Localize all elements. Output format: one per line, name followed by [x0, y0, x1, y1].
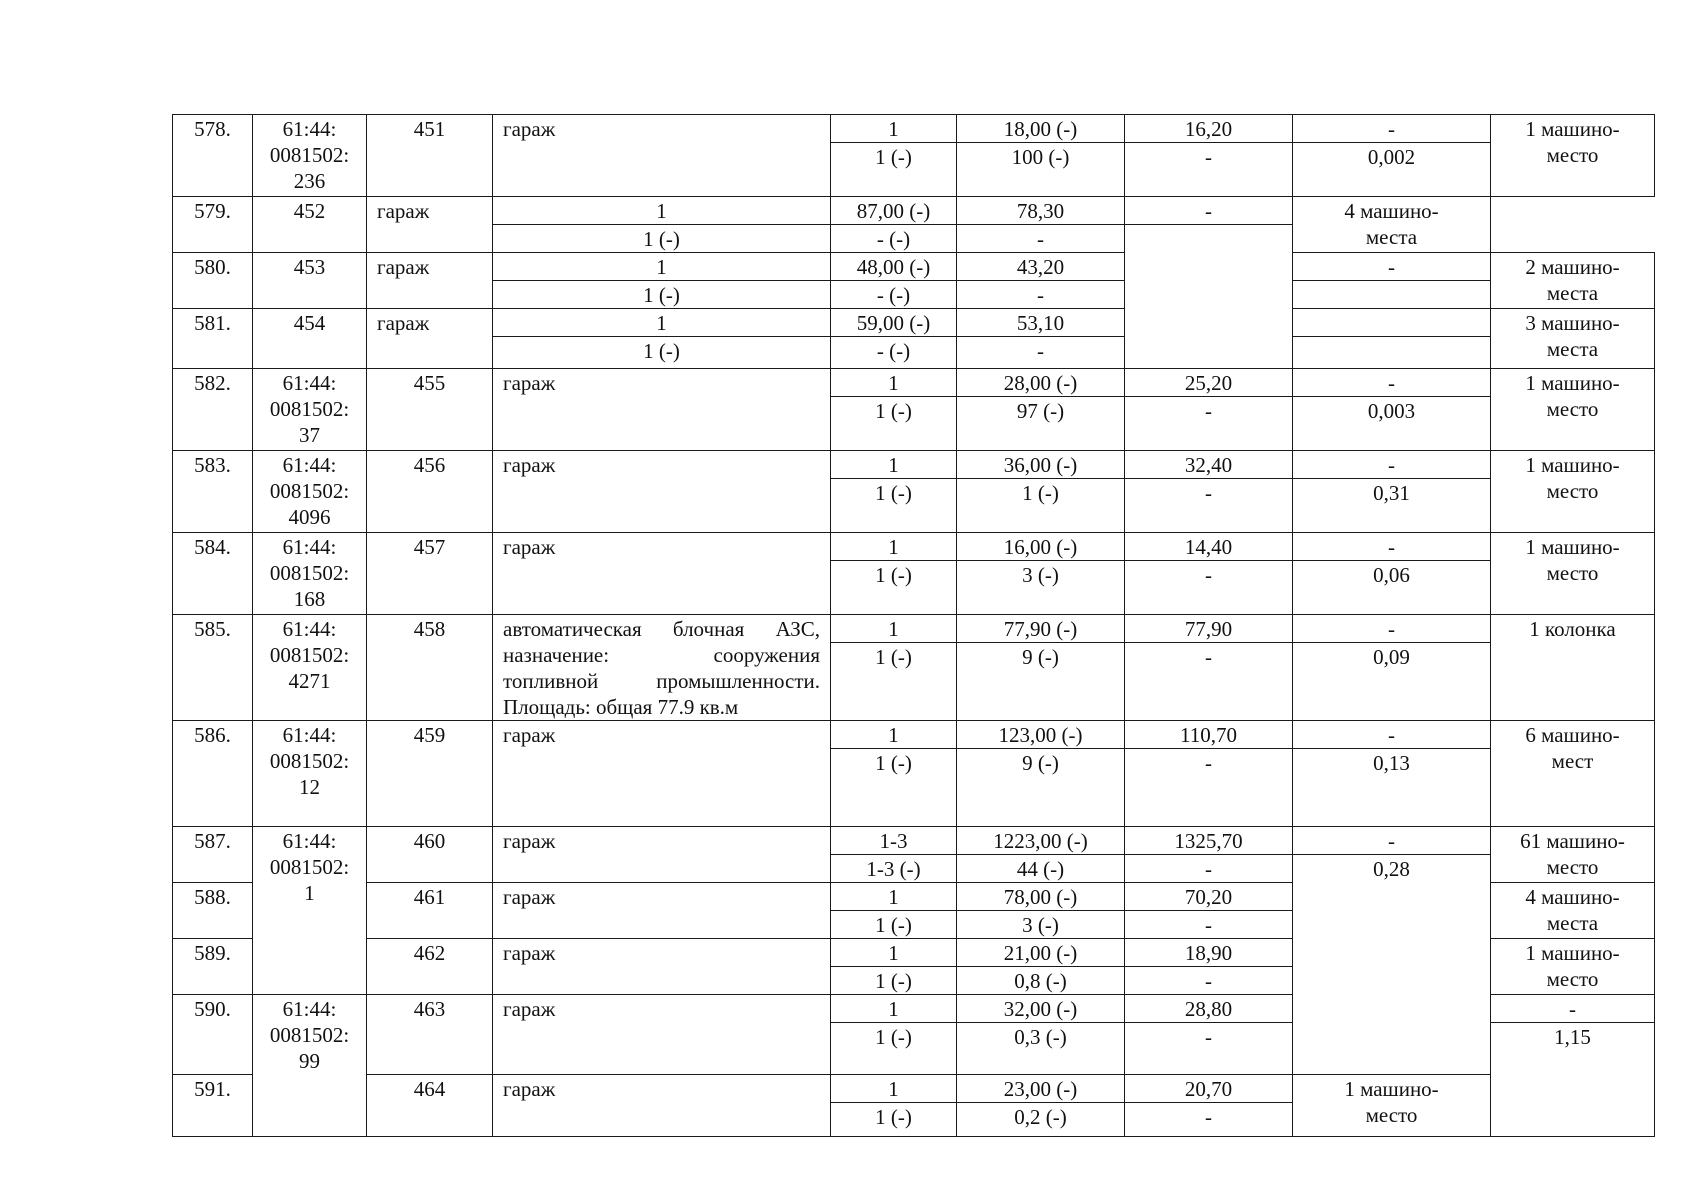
share-value: -	[1491, 995, 1655, 1023]
capacity-note: 1 машино- место	[1491, 451, 1655, 533]
row-number: 589.	[173, 939, 253, 995]
cadastral-number: 61:44: 0081502: 4271	[253, 615, 367, 721]
area-value: 9 (-)	[957, 749, 1125, 827]
area-value: 18,00 (-)	[957, 115, 1125, 143]
row-number: 582.	[173, 369, 253, 451]
secondary-value: -	[1125, 561, 1293, 615]
area-value: 59,00 (-)	[831, 309, 957, 337]
quantity-value: 1 (-)	[493, 337, 831, 369]
share-value: -	[1125, 197, 1293, 225]
table-row	[173, 721, 1655, 749]
secondary-value: -	[1125, 479, 1293, 533]
quantity-value: 1	[831, 615, 957, 643]
share-value: 0,31	[1293, 479, 1491, 533]
object-description: гараж	[493, 883, 831, 939]
table-row	[173, 827, 1655, 855]
object-description: гараж	[493, 115, 831, 197]
area-value: - (-)	[831, 281, 957, 309]
cadastral-number: 61:44: 0081502: 4096	[253, 451, 367, 533]
object-id: 452	[253, 197, 367, 253]
secondary-value: 20,70	[1125, 1075, 1293, 1103]
table-row	[173, 309, 1655, 337]
share-value: -	[1293, 115, 1491, 143]
cadastral-number: 61:44: 0081502: 37	[253, 369, 367, 451]
share-value: -	[1293, 827, 1491, 855]
object-description: гараж	[493, 451, 831, 533]
object-id: 457	[367, 533, 493, 615]
object-description: гараж	[493, 533, 831, 615]
object-id: 453	[253, 253, 367, 309]
quantity-value: 1 (-)	[831, 1023, 957, 1075]
area-value: 48,00 (-)	[831, 253, 957, 281]
quantity-value: 1	[493, 197, 831, 225]
secondary-value: -	[1125, 749, 1293, 827]
row-number: 588.	[173, 883, 253, 939]
area-value: 100 (-)	[957, 143, 1125, 197]
row-number: 579.	[173, 197, 253, 253]
area-value: 77,90 (-)	[957, 615, 1125, 643]
table-row	[173, 115, 1655, 143]
area-value: 123,00 (-)	[957, 721, 1125, 749]
object-id: 459	[367, 721, 493, 827]
capacity-note: 1 колонка	[1491, 615, 1655, 721]
object-description: гараж	[493, 827, 831, 883]
share-value: 0,002	[1293, 143, 1491, 197]
secondary-value: -	[957, 337, 1125, 369]
quantity-value: 1 (-)	[831, 397, 957, 451]
secondary-value: -	[1125, 967, 1293, 995]
quantity-value: 1	[493, 253, 831, 281]
secondary-value: 18,90	[1125, 939, 1293, 967]
share-value: -	[1293, 615, 1491, 643]
object-id: 460	[367, 827, 493, 883]
quantity-value: 1 (-)	[493, 281, 831, 309]
table-row	[173, 615, 1655, 643]
quantity-value: 1-3 (-)	[831, 855, 957, 883]
secondary-value: 16,20	[1125, 115, 1293, 143]
object-description: гараж	[493, 995, 831, 1075]
table-row	[173, 451, 1655, 479]
secondary-value: 110,70	[1125, 721, 1293, 749]
capacity-note: 1 машино- место	[1491, 369, 1655, 451]
area-value: 36,00 (-)	[957, 451, 1125, 479]
area-value: 87,00 (-)	[831, 197, 957, 225]
share-value	[1125, 225, 1293, 369]
share-value: -	[1293, 533, 1491, 561]
share-value: 0,06	[1293, 561, 1491, 615]
share-value: 0,13	[1293, 749, 1491, 827]
area-value: 44 (-)	[957, 855, 1125, 883]
secondary-value: -	[957, 225, 1125, 253]
area-value: 0,8 (-)	[957, 967, 1125, 995]
capacity-note: 1 машино- место	[1491, 115, 1655, 197]
secondary-value: 28,80	[1125, 995, 1293, 1023]
quantity-value: 1-3	[831, 827, 957, 855]
quantity-value: 1	[831, 995, 957, 1023]
area-value: 3 (-)	[957, 561, 1125, 615]
row-number: 585.	[173, 615, 253, 721]
secondary-value: 25,20	[1125, 369, 1293, 397]
secondary-value: -	[1125, 397, 1293, 451]
secondary-value: 1325,70	[1125, 827, 1293, 855]
object-id: 451	[367, 115, 493, 197]
share-value: -	[1293, 451, 1491, 479]
object-id: 464	[367, 1075, 493, 1137]
object-description: гараж	[367, 309, 493, 369]
object-id: 456	[367, 451, 493, 533]
quantity-value: 1 (-)	[831, 643, 957, 721]
secondary-value: -	[1125, 1103, 1293, 1137]
quantity-value: 1	[831, 883, 957, 911]
row-number: 580.	[173, 253, 253, 309]
quantity-value: 1	[831, 533, 957, 561]
secondary-value: -	[1125, 643, 1293, 721]
cadastral-number: 61:44: 0081502: 236	[253, 115, 367, 197]
secondary-value: 77,90	[1125, 615, 1293, 643]
share-value: -	[1293, 721, 1491, 749]
capacity-note: 3 машино- места	[1491, 309, 1655, 369]
secondary-value: 78,30	[957, 197, 1125, 225]
row-number: 583.	[173, 451, 253, 533]
capacity-note: 61 машино- место	[1491, 827, 1655, 883]
table-body	[173, 115, 1655, 1137]
secondary-value: -	[957, 281, 1125, 309]
secondary-value: 32,40	[1125, 451, 1293, 479]
capacity-note: 2 машино- места	[1491, 253, 1655, 309]
area-value: 78,00 (-)	[957, 883, 1125, 911]
quantity-value: 1 (-)	[831, 911, 957, 939]
object-description: гараж	[367, 253, 493, 309]
secondary-value: 43,20	[957, 253, 1125, 281]
row-number: 581.	[173, 309, 253, 369]
object-description: гараж	[493, 1075, 831, 1137]
capacity-note: 4 машино- места	[1293, 197, 1491, 253]
share-value: 0,09	[1293, 643, 1491, 721]
share-value: 1,15	[1491, 1023, 1655, 1137]
table-row	[173, 253, 1655, 281]
object-id: 454	[253, 309, 367, 369]
quantity-value: 1 (-)	[831, 143, 957, 197]
quantity-value: 1 (-)	[831, 479, 957, 533]
area-value: - (-)	[831, 337, 957, 369]
object-id: 463	[367, 995, 493, 1075]
area-value: 0,2 (-)	[957, 1103, 1125, 1137]
table-row	[173, 1075, 1655, 1103]
quantity-value: 1	[831, 115, 957, 143]
capacity-note: 4 машино- места	[1491, 883, 1655, 939]
secondary-value: 53,10	[957, 309, 1125, 337]
share-value: 0,28	[1293, 855, 1491, 1075]
share-value: -	[1293, 369, 1491, 397]
table-row	[173, 197, 1655, 225]
secondary-value: 14,40	[1125, 533, 1293, 561]
area-value: 16,00 (-)	[957, 533, 1125, 561]
secondary-value: 70,20	[1125, 883, 1293, 911]
quantity-value: 1 (-)	[831, 967, 957, 995]
area-value: 3 (-)	[957, 911, 1125, 939]
area-value: 28,00 (-)	[957, 369, 1125, 397]
area-value: 0,3 (-)	[957, 1023, 1125, 1075]
object-description: гараж	[493, 939, 831, 995]
row-number: 590.	[173, 995, 253, 1075]
quantity-value: 1	[831, 721, 957, 749]
object-id: 461	[367, 883, 493, 939]
cadastral-number: 61:44: 0081502: 168	[253, 533, 367, 615]
quantity-value: 1 (-)	[831, 561, 957, 615]
object-description: гараж	[367, 197, 493, 253]
cadastral-number: 61:44: 0081502: 99	[253, 995, 367, 1137]
area-value: - (-)	[831, 225, 957, 253]
row-number: 584.	[173, 533, 253, 615]
cadastral-number: 61:44: 0081502: 1	[253, 827, 367, 995]
capacity-note: 1 машино- место	[1491, 939, 1655, 995]
object-id: 455	[367, 369, 493, 451]
share-value: -	[1293, 253, 1491, 281]
cadastral-number: 61:44: 0081502: 12	[253, 721, 367, 827]
quantity-value: 1 (-)	[831, 749, 957, 827]
table-row	[173, 369, 1655, 397]
capacity-note: 1 машино- место	[1491, 533, 1655, 615]
object-description: гараж	[493, 721, 831, 827]
area-value: 32,00 (-)	[957, 995, 1125, 1023]
secondary-value: -	[1125, 1023, 1293, 1075]
quantity-value: 1	[831, 1075, 957, 1103]
quantity-value: 1 (-)	[493, 225, 831, 253]
area-value: 23,00 (-)	[957, 1075, 1125, 1103]
quantity-value: 1	[831, 939, 957, 967]
quantity-value: 1	[831, 451, 957, 479]
row-number: 591.	[173, 1075, 253, 1137]
row-number: 587.	[173, 827, 253, 883]
secondary-value: -	[1125, 855, 1293, 883]
table-row	[173, 533, 1655, 561]
area-value: 21,00 (-)	[957, 939, 1125, 967]
share-value	[1293, 309, 1491, 337]
area-value: 97 (-)	[957, 397, 1125, 451]
area-value: 1223,00 (-)	[957, 827, 1125, 855]
area-value: 1 (-)	[957, 479, 1125, 533]
document-table	[172, 114, 1655, 1137]
object-id: 462	[367, 939, 493, 995]
capacity-note: 6 машино- мест	[1491, 721, 1655, 827]
row-number: 578.	[173, 115, 253, 197]
row-number: 586.	[173, 721, 253, 827]
object-description: гараж	[493, 369, 831, 451]
object-id: 458	[367, 615, 493, 721]
secondary-value: -	[1125, 911, 1293, 939]
share-value: 0,003	[1293, 397, 1491, 451]
secondary-value: -	[1125, 143, 1293, 197]
quantity-value: 1 (-)	[831, 1103, 957, 1137]
quantity-value: 1	[493, 309, 831, 337]
quantity-value: 1	[831, 369, 957, 397]
object-description: автоматическая блочная АЗС, назначение: сооружения топливной промышленности. Площадь: общая 77.9 кв.м	[493, 615, 831, 721]
capacity-note: 1 машино- место	[1293, 1075, 1491, 1137]
area-value: 9 (-)	[957, 643, 1125, 721]
